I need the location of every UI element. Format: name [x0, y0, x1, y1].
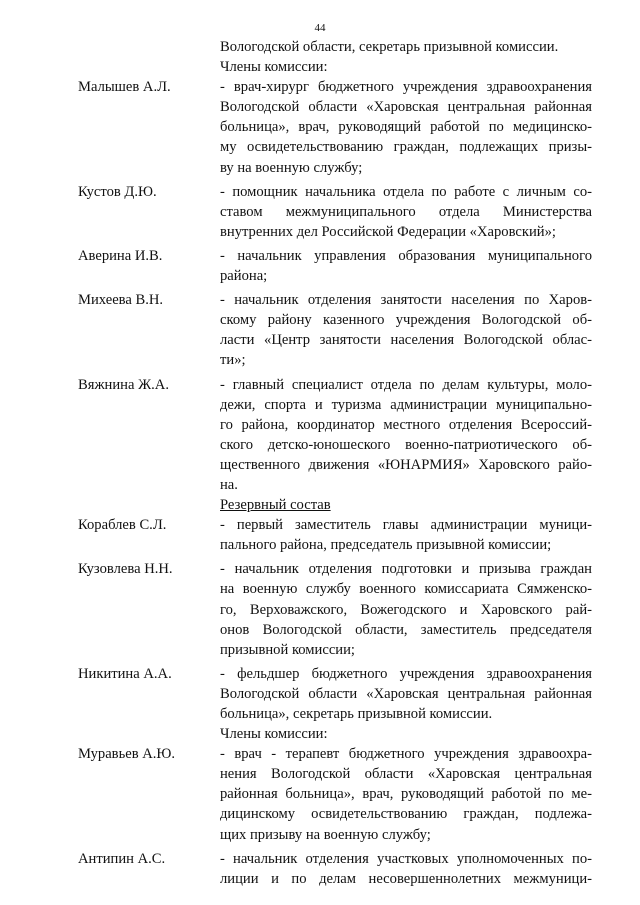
description-line: - начальник отделения участковых уполномоченных по-	[220, 850, 592, 867]
description-line: онов Вологодской области, заместитель председателя	[220, 621, 592, 638]
description-line: го района, координатор местного отделения Всероссий-	[220, 416, 592, 433]
description-line: - начальник отделения подготовки и призыва граждан	[220, 561, 592, 578]
reserve-heading: Резервный состав	[220, 497, 331, 514]
member-name: Вяжнина Ж.А.	[78, 376, 169, 393]
reserve-members-list	[78, 515, 592, 724]
description-line: ского детско-юношеского военно-патриотического об-	[220, 436, 592, 453]
member-description	[220, 77, 592, 177]
member-name: Муравьев А.Ю.	[78, 746, 176, 763]
member-name: Аверина И.В.	[78, 247, 163, 264]
description-line: - начальник отделения занятости населения по Харов-	[220, 292, 592, 309]
description-line: Вологодской области «Харовская центральная районная	[220, 99, 592, 116]
description-line: дицинскому освидетельствованию граждан, подлежа-	[220, 806, 592, 823]
member-description	[220, 375, 592, 496]
reserve-members-heading-block	[78, 724, 592, 744]
description-line: - врач - терапевт бюджетного учреждения здравоохра-	[220, 746, 592, 763]
member-description	[220, 849, 592, 889]
member-name: Никитина А.А.	[78, 665, 172, 682]
description-line: призывной комиссии;	[220, 641, 355, 658]
member-description	[220, 515, 592, 555]
description-line: щих призыву на военную службу;	[220, 826, 431, 843]
description-line: го, Верховажского, Вожегодского и Харовского рай-	[220, 601, 592, 618]
page-number: 44	[314, 22, 326, 34]
description-line: му освидетельствованию граждан, подлежащих призы-	[220, 139, 592, 156]
member-description	[220, 559, 592, 659]
description-line: пального района, председатель призывной комиссии;	[220, 537, 552, 554]
description-line: нения Вологодской области «Харовская центральная	[220, 766, 592, 783]
description-line: районная больница», врач, руководящий работой по ме-	[220, 786, 592, 803]
member-description	[220, 744, 592, 844]
description-line: - фельдшер бюджетного учреждения здравоохранения	[220, 665, 592, 682]
member-row	[78, 559, 592, 659]
member-row	[78, 246, 592, 286]
description-line: района;	[220, 268, 268, 285]
text-line: Вологодской области, секретарь призывной комиссии.	[220, 39, 559, 55]
member-name: Малышев А.Л.	[78, 79, 171, 96]
member-name: Антипин А.С.	[78, 850, 166, 867]
description-line: ставом межмуниципального отдела Министерства	[220, 203, 592, 220]
description-line: - помощник начальника отдела по работе с личным со-	[220, 183, 592, 200]
description-line: - начальник управления образования муниципального	[220, 247, 592, 264]
description-line: ву на военную службу;	[220, 159, 363, 176]
description-line: - врач-хирург бюджетного учреждения здравоохранения	[220, 79, 592, 96]
description-line: дежи, спорта и туризма администрации муниципально-	[220, 396, 592, 413]
reserve-members-list-2	[78, 744, 592, 889]
member-description	[220, 246, 592, 286]
description-line: на.	[220, 476, 238, 493]
member-description	[220, 182, 592, 242]
description-line: больница», врач, руководящий работой по медицинско-	[220, 119, 592, 136]
member-name: Кораблев С.Л.	[78, 517, 167, 534]
member-row	[78, 515, 592, 555]
description-line: лиции и по делам несовершеннолетних межмуници-	[220, 870, 592, 887]
member-description	[220, 664, 592, 724]
member-row	[78, 744, 592, 844]
member-row	[78, 849, 592, 889]
member-row	[78, 182, 592, 242]
description-line: больница», секретарь призывной комиссии.	[220, 706, 493, 722]
members-list	[78, 77, 592, 495]
description-line: - главный специалист отдела по делам культуры, моло-	[220, 376, 592, 393]
description-line: ти»;	[220, 352, 246, 369]
description-line: - первый заместитель главы администрации муници-	[220, 517, 592, 534]
member-row	[78, 290, 592, 370]
member-row	[78, 375, 592, 496]
member-name: Кустов Д.Ю.	[78, 183, 157, 200]
description-line: на военную службу военного комиссариата Сямженско-	[220, 581, 592, 598]
description-line: ласти «Центр занятости населения Вологодской облас-	[220, 332, 592, 349]
description-line: внутренних дел Российской Федерации «Харовский»;	[220, 223, 556, 240]
members-heading: Члены комиссии:	[220, 59, 328, 76]
document-body	[78, 37, 592, 889]
reserve-members-heading: Члены комиссии:	[220, 726, 328, 743]
reserve-heading-block	[78, 495, 592, 515]
description-line: щественного движения «ЮНАРМИЯ» Харовского райо-	[220, 456, 592, 473]
member-row	[78, 77, 592, 177]
member-row	[78, 664, 592, 724]
description-line: скому району казенного учреждения Вологодской об-	[220, 312, 592, 329]
member-name: Кузовлева Н.Н.	[78, 561, 173, 578]
description-line: Вологодской области «Харовская центральная районная	[220, 685, 592, 702]
intro-lines	[78, 37, 592, 77]
member-name: Михеева В.Н.	[78, 292, 164, 309]
member-description	[220, 290, 592, 370]
